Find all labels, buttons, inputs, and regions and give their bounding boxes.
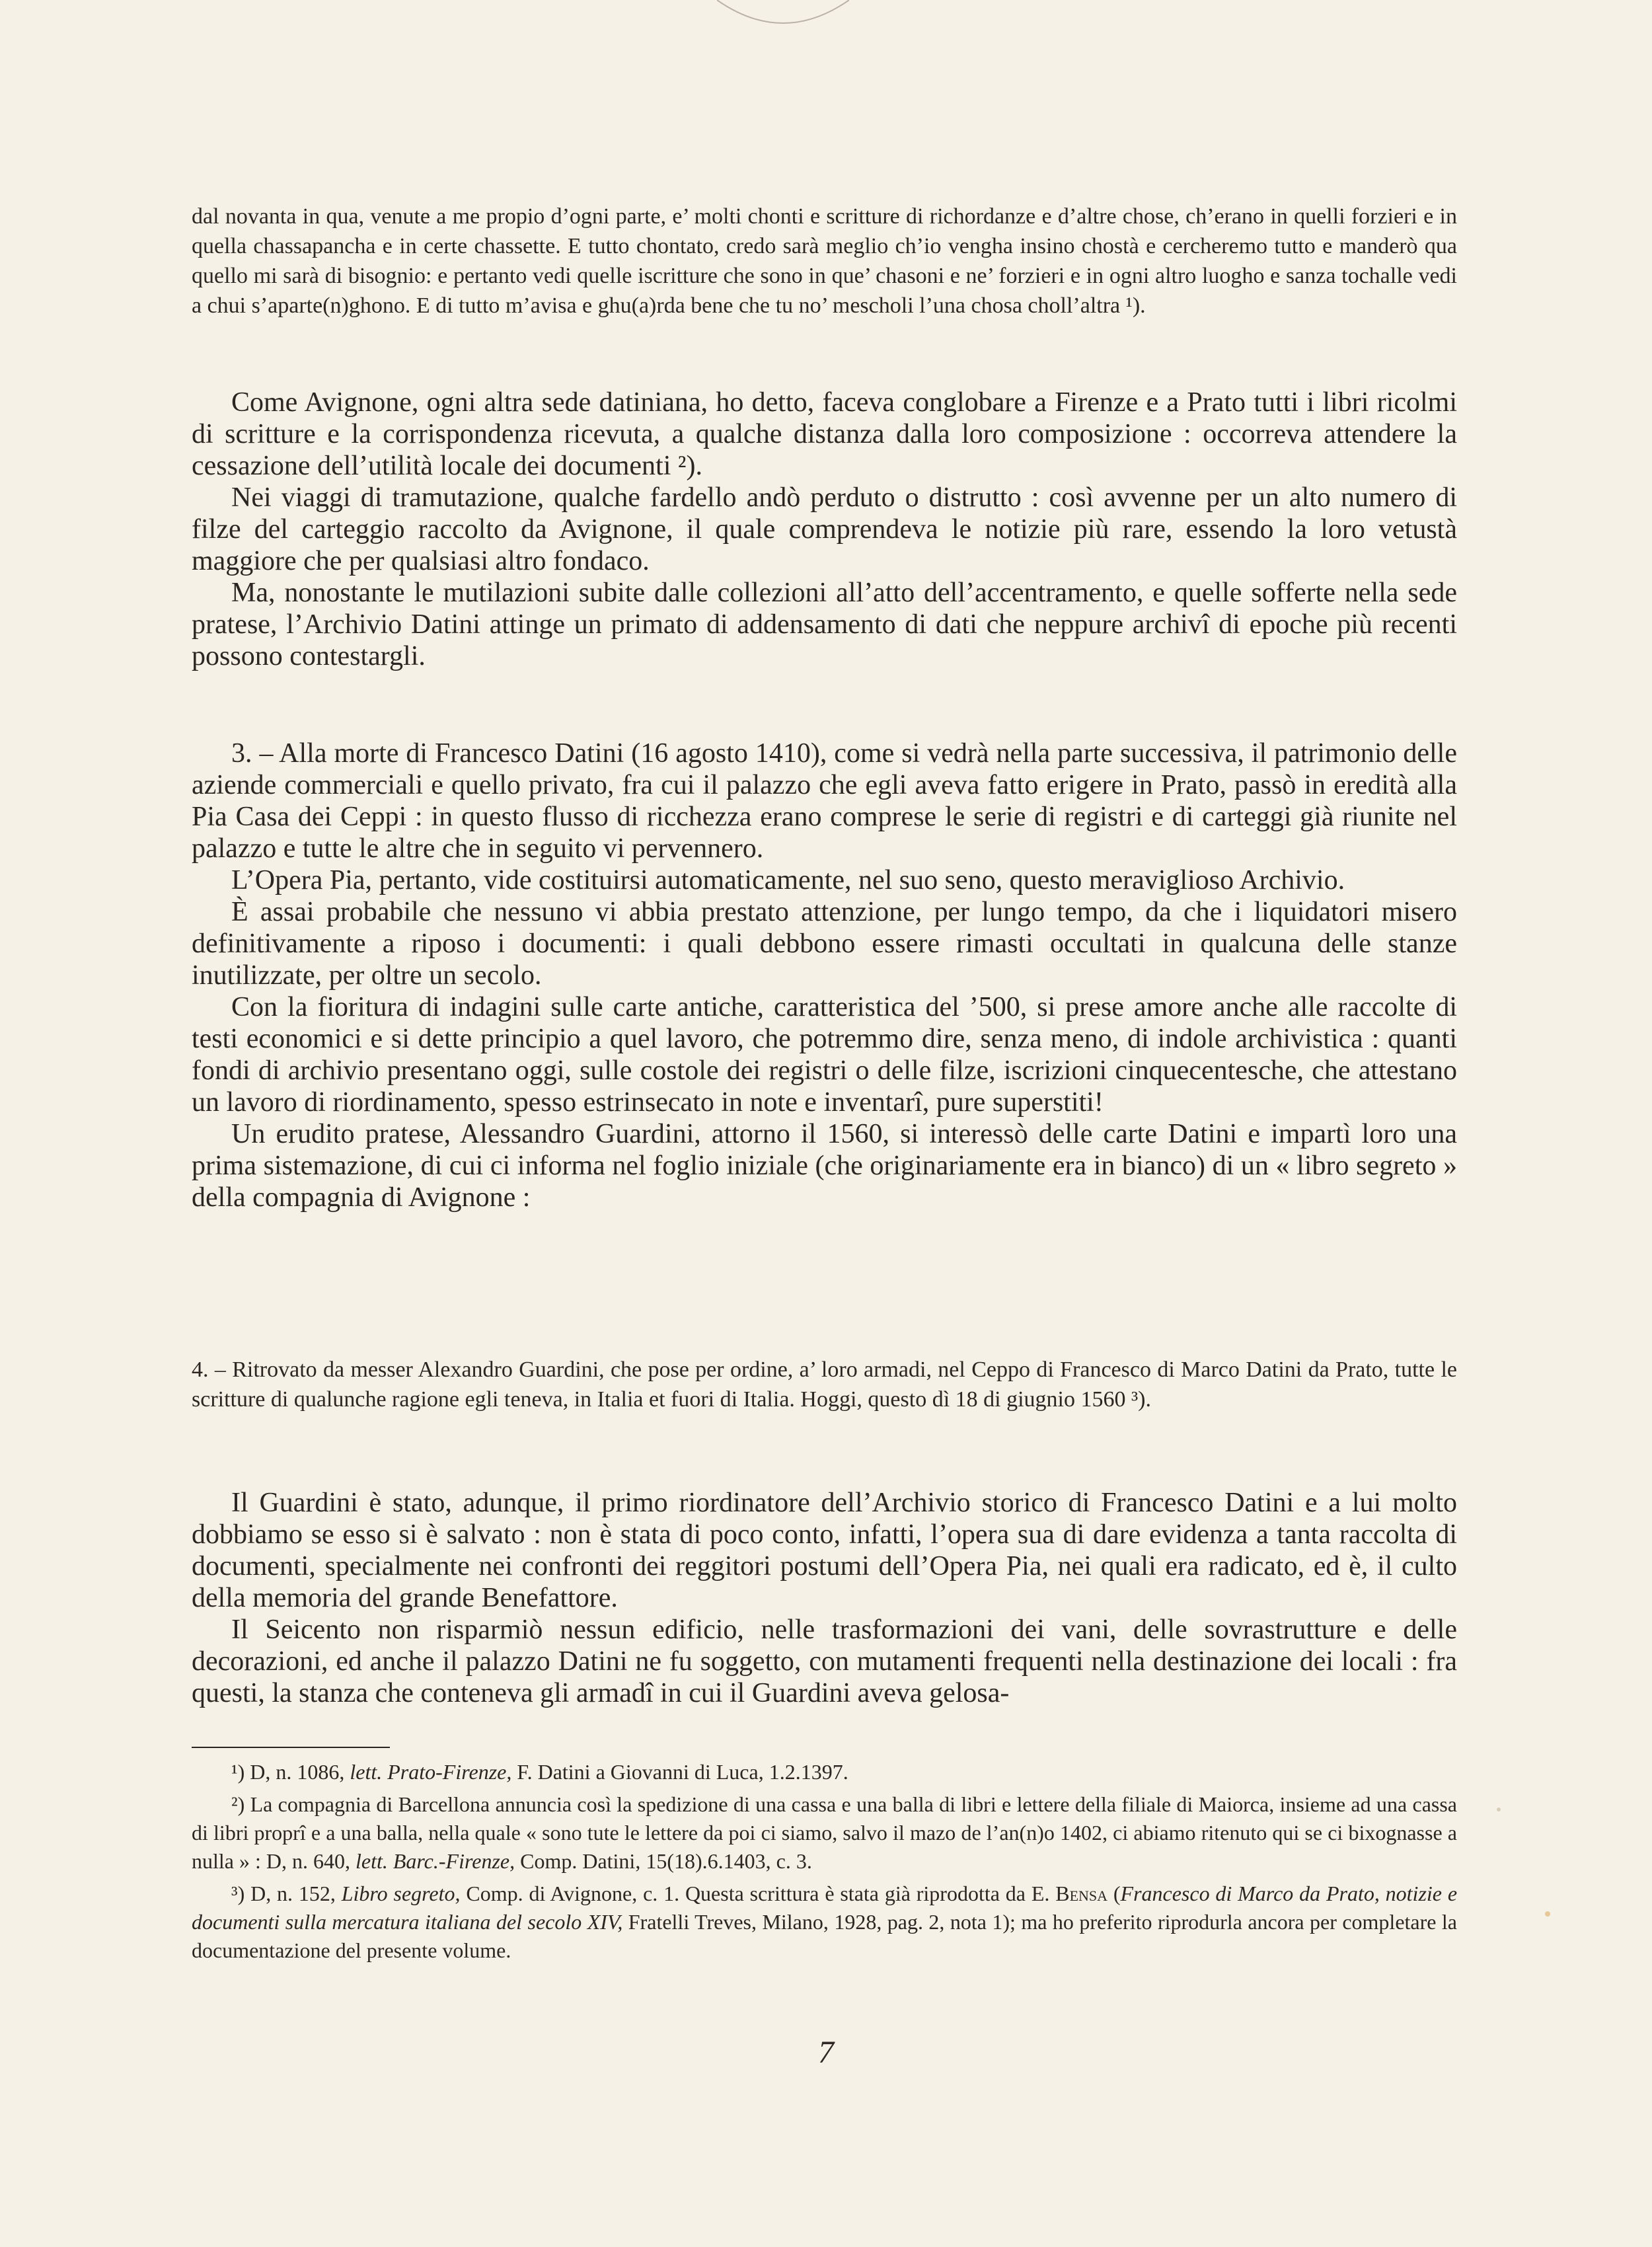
footnote-text: La compagnia di Barcellona annuncia così la spedizione di una cassa e una balla di libri e lettere della filiale di Maiorca, insieme ad una cassa di libri proprî e a una balla, nella quale « sono tute le lettere da poi ci siamo, salvo il mazo de l’an(n)o 1402, ci abiamo ritenuto qui se ci bixognasse a nulla » : D, n. 640, — [192, 1792, 1458, 1873]
footnote-3 — [192, 1880, 1457, 1965]
paragraph: Con la fioritura di indagini sulle carte antiche, caratteristica del ’500, si prese amore anche alle raccolte di testi economici e si dette principio a quel lavoro, che potremmo dire, senza meno, di indole archivistica : quanti fondi di archivio presentano oggi, sulle costole dei registri o delle filze, iscrizioni cinquecentesche, che attestano un lavoro di riordinamento, spesso estrinsecato in note e inventarî, pure superstiti! — [192, 992, 1457, 1118]
footnote-text: D, n. 152, — [250, 1882, 342, 1905]
footnote-italic: Francesco di Marco da Prato, notizie e documenti sulla mercatura italiana del secolo XIV, — [192, 1882, 1458, 1934]
paper-stain — [1497, 1808, 1501, 1811]
section-heading-paragraph: 3. – Alla morte di Francesco Datini (16 agosto 1410), come si vedrà nella parte successiva, il patrimonio delle aziende commerciali e quello privato, fra cui il palazzo che egli aveva fatto erigere in Prato, passò in eredità alla Pia Casa dei Ceppi : in questo flusso di ricchezza erano comprese le serie di registri e di carteggi già riunite nel palazzo e tutte le altre che in seguito vi pervennero. — [192, 738, 1457, 864]
section-4 — [192, 1487, 1457, 1709]
footnote-text: Fratelli Treves, Milano, 1928, pag. 2, nota 1); ma ho preferito riprodurla ancora per completare la documentazione del presente volume. — [192, 1910, 1458, 1962]
footnote-italic: Libro segreto, — [341, 1882, 461, 1905]
paragraph: Un erudito pratese, Alessandro Guardini, attorno il 1560, si interessò delle carte Datini e impartì loro una prima sistemazione, di cui ci informa nel foglio iniziale (che originariamente era in bianco) di un « libro segreto » della compagnia di Avignone : — [192, 1119, 1457, 1213]
page-fold-mark — [717, 0, 849, 33]
paragraph: Il Seicento non risparmiò nessun edificio, nelle trasformazioni dei vani, delle sovrastrutture e delle decorazioni, ed anche il palazzo Datini ne fu soggetto, con mutamenti frequenti nella destinazione dei locali : fra questi, la stanza che conteneva gli armadî in cui il Guardini aveva gelosa- — [192, 1615, 1457, 1708]
footnote-author: Bensa — [1055, 1882, 1108, 1905]
paragraph: Il Guardini è stato, adunque, il primo riordinatore dell’Archivio storico di Francesco Datini e a lui molto dobbiamo se esso si è salvato : non è stata di poco conto, infatti, l’opera sua di dare evidenza a tanta raccolta di documenti, specialmente nei confronti dei reggitori postumi dell’Opera Pia, nei quali era radicato, ed è, il culto della memoria del grande Benefattore. — [192, 1488, 1457, 1613]
paragraph: È assai probabile che nessuno vi abbia prestato attenzione, per lungo tempo, da che i liquidatori misero definitivamente a riposo i documenti: i quali debbono essere rimasti occultati in qualcuna delle stanze inutilizzate, per oltre un secolo. — [192, 897, 1457, 991]
footnote-text: D, n. 1086, — [250, 1760, 350, 1784]
quote-block: dal novanta in qua, venute a me propio d’ogni parte, e’ molti chonti e scritture di richordanze e d’altre chose, ch’erano in quelli forzieri e in quella chassapancha e in certe chassette. E tutto chontato, credo sarà meglio ch’io vengha insino chostà e cercheremo tutto e manderò qua quello mi sarà di bisognio: e pertanto vedi quelle iscritture che sono in que’ chasoni e ne’ forzieri e in ogni altro luogho e sanza tochalle vedi a chui s’aparte(n)ghono. E di tutto m’avisa e ghu(a)rda bene che tu no’ mescholi l’una chosa choll’altra ¹). — [192, 204, 1457, 318]
footnote-mark: ¹) — [231, 1760, 245, 1784]
footnote-text: ( — [1108, 1882, 1121, 1905]
footnote-mark: ²) — [231, 1792, 245, 1816]
paragraph: Ma, nonostante le mutilazioni subite dalle collezioni all’atto dell’accentramento, e quelle sofferte nella sede pratese, l’Archivio Datini attinge un primato di addensamento di dati che neppure archivî di epoche più recenti possono contestargli. — [192, 578, 1457, 671]
page-number: 7 — [818, 2035, 834, 2070]
document-quote: 4. – Ritrovato da messer Alexandro Guardini, che pose per ordine, a’ loro armadi, nel Ceppo di Francesco di Marco Datini da Prato, tutte le scritture di qualunche ragione egli teneva, in Italia et fuori di Italia. Hoggi, questo dì 18 di giugnio 1560 ³). — [192, 1357, 1457, 1412]
section-2 — [192, 387, 1457, 672]
footnote-rule — [192, 1747, 390, 1748]
footnote-1 — [192, 1758, 1457, 1786]
section-3 — [192, 738, 1457, 1213]
footnote-text: Comp. Datini, 15(18).6.1403, c. 3. — [515, 1849, 812, 1873]
footnote-mark: ³) — [231, 1882, 245, 1905]
footnote-italic: lett. Prato-Firenze, — [350, 1760, 512, 1784]
footnote-text: Comp. di Avignone, c. 1. Questa scrittura è stata già riprodotta da E. — [460, 1882, 1056, 1905]
paragraph: Nei viaggi di tramutazione, qualche fardello andò perduto o distrutto : così avvenne per un alto numero di filze del carteggio raccolto da Avignone, il quale comprendeva le notizie più rare, essendo la loro vetustà maggiore che per qualsiasi altro fondaco. — [192, 482, 1457, 576]
footnotes — [192, 1758, 1457, 1969]
footnote-text: F. Datini a Giovanni di Luca, 1.2.1397. — [511, 1760, 848, 1784]
paragraph: Come Avignone, ogni altra sede datiniana, ho detto, faceva conglobare a Firenze e a Prato tutti i libri ricolmi di scritture e la corrispondenza ricevuta, a qualche distanza dalla loro composizione : occorreva attendere la cessazione dell’utilità locale dei documenti ²). — [192, 387, 1457, 481]
paragraph: L’Opera Pia, pertanto, vide costituirsi automaticamente, nel suo seno, questo meraviglioso Archivio. — [231, 865, 1345, 895]
paper-stain — [1545, 1911, 1550, 1917]
footnote-2 — [192, 1790, 1457, 1876]
footnote-italic: lett. Barc.-Firenze, — [355, 1849, 515, 1873]
